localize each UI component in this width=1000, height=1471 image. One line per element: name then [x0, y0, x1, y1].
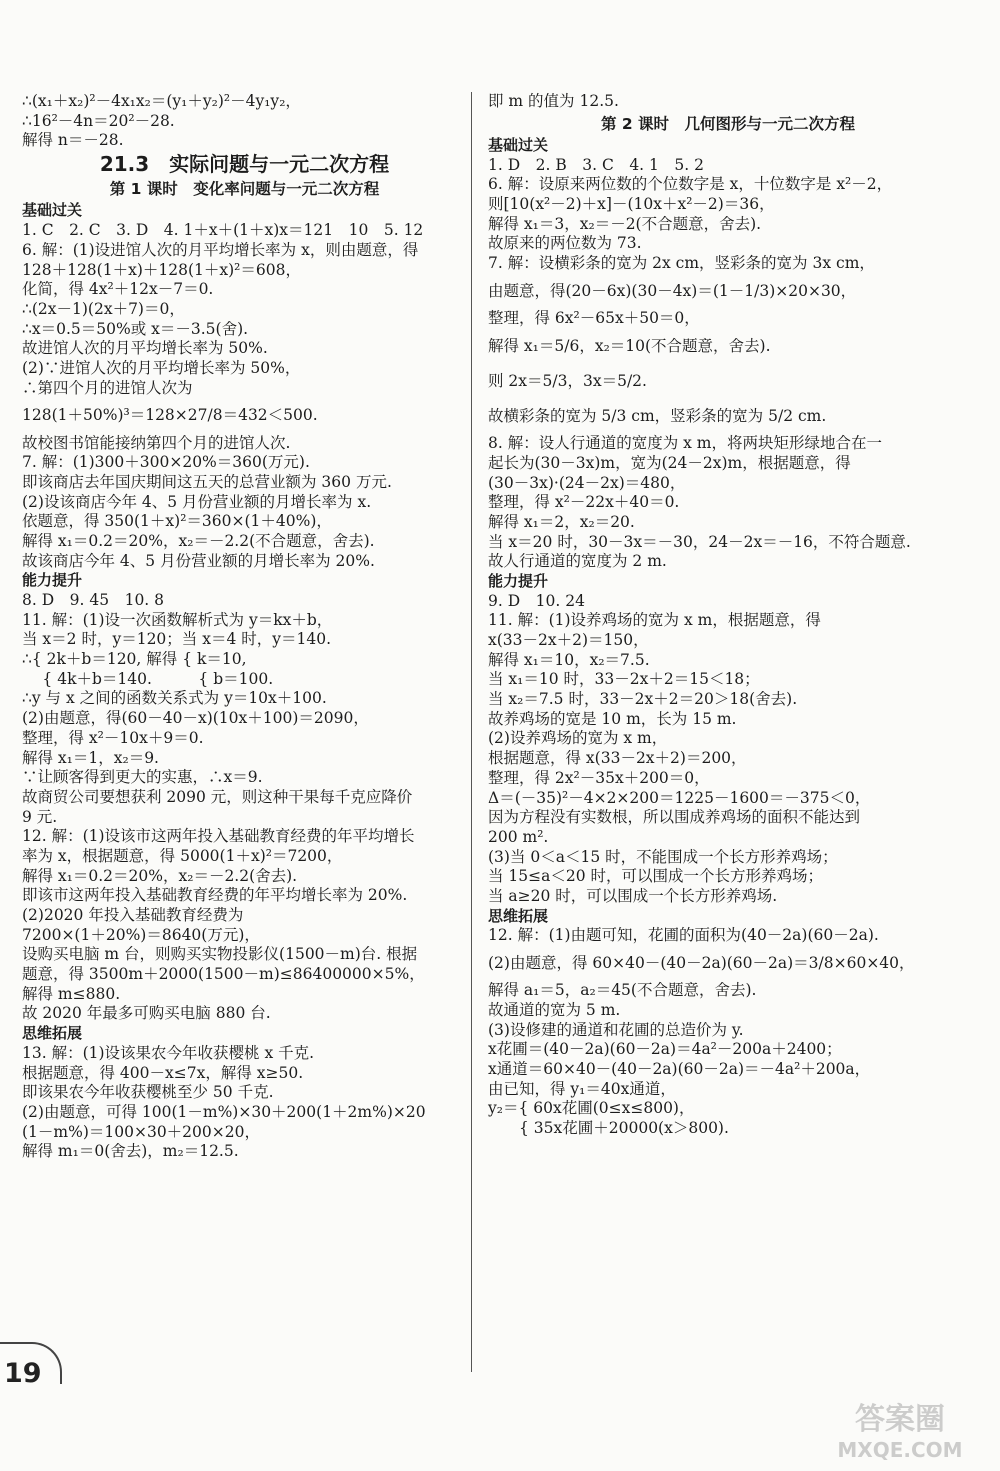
- text-line: 12. 解：(1)由题可知，花圃的面积为(40－2a)(60－2a).: [488, 926, 879, 945]
- text-line: 率为 x，根据题意，得 5000(1＋x)²＝7200，: [22, 846, 343, 865]
- text-line: 6. 解：设原来两位数的个位数字是 x，十位数字是 x²－2，: [488, 175, 893, 194]
- text-line: 解得 x₁＝0.2＝20%，x₂＝－2.2(舍去).: [22, 866, 298, 885]
- text-line: 故原来的两位数为 73.: [488, 234, 642, 253]
- text-line: 故 2020 年最多可购买电脑 880 台.: [22, 1004, 271, 1023]
- text-line: (3)设修建的通道和花圃的总造价为 y.: [488, 1020, 744, 1039]
- text-line: 故人行通道的宽度为 2 m.: [488, 552, 667, 571]
- text-line: Δ＝(－35)²－4×2×200＝1225－1600＝－375＜0，: [488, 788, 871, 807]
- text-line: { 4k＋b＝140. { b＝100.: [22, 669, 274, 688]
- text-line: 解得 a₁＝5，a₂＝45(不合题意，舍去).: [488, 981, 757, 1000]
- watermark-text-bottom: MXQE.COM: [837, 1438, 963, 1462]
- text-line: 故进馆人次的月平均增长率为 50%.: [22, 339, 268, 358]
- text-line: 即该市这两年投入基础教育经费的年平均增长率为 20%.: [22, 886, 408, 905]
- text-line: 起长为(30－3x)m，宽为(24－2x)m，根据题意，得: [488, 453, 851, 472]
- text-line: (3)当 0＜a＜15 时，不能围成一个长方形养鸡场；: [488, 847, 838, 866]
- text-line: 由已知，得 y₁＝40x通道，: [488, 1079, 676, 1098]
- lesson-title: 第 1 课时 变化率问题与一元二次方程: [109, 180, 380, 199]
- text-line: 解得 x₁＝10，x₂＝7.5.: [488, 650, 650, 669]
- left-column: [22, 92, 467, 1162]
- text-line: ∴(x₁＋x₂)²－4x₁x₂＝(y₁＋y₂)²－4y₁y₂，: [22, 92, 301, 110]
- text-line: (2)由题意，得 60×40－(40－2a)(60－2a)＝3/8×60×40，: [488, 954, 915, 972]
- text-line: 即该果农今年收获樱桃至少 50 千克.: [22, 1083, 274, 1102]
- text-line: ∴x＝0.5＝50%或 x＝－3.5(舍).: [22, 319, 249, 338]
- text-line: (30－3x)·(24－2x)＝480，: [488, 473, 686, 492]
- text-line: 故通道的宽为 5 m.: [488, 1000, 621, 1019]
- right-column: [488, 92, 968, 1139]
- subsection-heading: 基础过关: [22, 201, 83, 220]
- text-line: 8. D 9. 45 10. 8: [22, 591, 165, 609]
- text-line: (2)∵进馆人次的月平均增长率为 50%，: [22, 358, 301, 377]
- text-line: 200 m².: [488, 827, 549, 846]
- text-line: 整理，得 x²－10x＋9＝0.: [22, 728, 204, 747]
- text-line: 解得 x₁＝0.2＝20%，x₂＝－2.2(不合题意，舍去).: [22, 531, 375, 550]
- text-line: (2)设该商店今年 4、5 月份营业额的月增长率为 x.: [22, 492, 372, 511]
- text-line: 题意，得 3500m＋2000(1500－m)≤86400000×5%，: [22, 965, 425, 984]
- text-line: ∴16²－4n＝20²－28.: [22, 111, 175, 130]
- text-line: x通道＝60×40－(40－2a)(60－2a)＝－4a²＋200a，: [488, 1059, 871, 1078]
- text-line: (2)设养鸡场的宽为 x m，: [488, 729, 668, 748]
- text-line: 整理，得 6x²－65x＋50＝0，: [488, 308, 700, 327]
- text-line: 解得 x₁＝3，x₂＝－2(不合题意，舍去).: [488, 214, 762, 233]
- text-line: x花圃＝(40－2a)(60－2a)＝4a²－200a＋2400；: [488, 1040, 842, 1059]
- text-line: 12. 解：(1)设该市这两年投入基础教育经费的年平均增长: [22, 827, 415, 846]
- text-line: 解得 x₁＝5/6，x₂＝10(不合题意，舍去).: [488, 336, 771, 355]
- text-line: 6. 解：(1)设进馆人次的月平均增长率为 x，则由题意，得: [22, 240, 419, 259]
- text-line: 1. C 2. C 3. D 4. 1＋x＋(1＋x)x＝121 10 5. 12: [22, 221, 424, 240]
- subsection-heading: 能力提升: [22, 571, 83, 590]
- text-line: 当 15≤a＜20 时，可以围成一个长方形养鸡场；: [488, 867, 824, 886]
- text-line: 根据题意，得 x(33－2x＋2)＝200，: [488, 749, 747, 768]
- section-title: 21.3 实际问题与一元二次方程: [99, 152, 390, 177]
- text-line: 则[10(x²－2)＋x]－(10x＋x²－2)＝36，: [488, 194, 775, 213]
- text-line: 128＋128(1＋x)＋128(1＋x)²＝608，: [22, 260, 301, 279]
- watermark-logo: [810, 1395, 990, 1465]
- text-line: 依题意，得 350(1＋x)²＝360×(1＋40%)，: [22, 512, 332, 531]
- text-line: 9 元.: [22, 807, 58, 826]
- text-line: 7. 解：设横彩条的宽为 2x cm，竖彩条的宽为 3x cm，: [488, 254, 875, 272]
- text-line: 由题意，得(20－6x)(30－4x)＝(1－1/3)×20×30，: [488, 281, 857, 300]
- text-line: x(33－2x＋2)＝150，: [488, 631, 649, 649]
- page-number: 19: [4, 1358, 42, 1389]
- text-line: ∴第四个月的进馆人次为: [22, 378, 193, 397]
- text-line: y₂＝{ 60x花圃(0≤x≤800)，: [488, 1099, 695, 1118]
- text-line: 解得 m≤880.: [22, 984, 121, 1003]
- text-line: ∵让顾客得到更大的实惠，∴x＝9.: [22, 768, 263, 787]
- text-line: 13. 解：(1)设该果农今年收获樱桃 x 千克.: [22, 1043, 315, 1062]
- text-line: 当 x＝20 时，30－3x＝－30，24－2x＝－16，不符合题意.: [488, 532, 911, 551]
- text-line: 故校图书馆能接纳第四个月的进馆人次.: [22, 433, 291, 452]
- text-line: { 35x花圃＋20000(x＞800).: [488, 1119, 729, 1137]
- lesson-title: 第 2 课时 几何图形与一元二次方程: [600, 114, 856, 133]
- subsection-heading: 思维拓展: [488, 906, 549, 925]
- text-line: 1. D 2. B 3. C 4. 1 5. 2: [488, 155, 704, 174]
- text-line: 解得 x₁＝1，x₂＝9.: [22, 748, 159, 767]
- text-line: ∴y 与 x 之间的函数关系式为 y＝10x＋100.: [22, 689, 327, 708]
- text-line: 因为方程没有实数根，所以围成养鸡场的面积不能达到: [488, 808, 861, 827]
- text-line: 当 x₂＝7.5 时，33－2x＋2＝20＞18(舍去).: [488, 690, 798, 709]
- text-line: 8. 解：设人行通道的宽度为 x m，将两块矩形绿地合在一: [488, 434, 883, 453]
- text-line: 故养鸡场的宽是 10 m，长为 15 m.: [488, 709, 737, 728]
- text-line: 7200×(1＋20%)＝8640(万元)，: [22, 925, 260, 944]
- text-line: 11. 解：(1)设养鸡场的宽为 x m，根据题意，得: [488, 611, 821, 630]
- text-line: ∴{ 2k＋b＝120, 解得 { k＝10,: [22, 650, 247, 669]
- text-line: 设购买电脑 m 台，则购买实物投影仪(1500－m)台. 根据: [22, 945, 418, 964]
- text-line: 则 2x＝5/3，3x＝5/2.: [488, 371, 647, 390]
- text-line: 当 a≥20 时，可以围成一个长方形养鸡场.: [488, 886, 778, 905]
- text-line: (2)由题意，得(60－40－x)(10x＋100)＝2090，: [22, 709, 369, 728]
- text-line: 9. D 10. 24: [488, 591, 585, 610]
- text-line: 当 x₁＝10 时，33－2x＋2＝15＜18；: [488, 670, 760, 689]
- text-line: 故横彩条的宽为 5/3 cm，竖彩条的宽为 5/2 cm.: [488, 406, 827, 425]
- subsection-heading: 基础过关: [488, 135, 549, 154]
- text-line: 即该商店去年国庆期间这五天的总营业额为 360 万元.: [22, 472, 392, 491]
- text-line: 解得 n＝－28.: [22, 131, 124, 150]
- text-line: 11. 解：(1)设一次函数解析式为 y＝kx＋b，: [22, 610, 333, 629]
- watermark-text-top: 答案圈: [855, 1402, 945, 1437]
- subsection-heading: 思维拓展: [22, 1024, 83, 1043]
- text-line: 整理，得 x²－22x＋40＝0.: [488, 493, 680, 512]
- subsection-heading: 能力提升: [488, 571, 549, 590]
- text-line: 解得 x₁＝2，x₂＝20.: [488, 512, 635, 531]
- text-line: 化简，得 4x²＋12x－7＝0.: [22, 280, 214, 299]
- text-line: 7. 解：(1)300＋300×20%＝360(万元).: [22, 453, 310, 472]
- text-line: 解得 m₁＝0(舍去)，m₂＝12.5.: [22, 1142, 239, 1161]
- text-line: 故该商店今年 4、5 月份营业额的月增长率为 20%.: [22, 551, 375, 570]
- text-line: ∴(2x－1)(2x＋7)＝0，: [22, 299, 185, 318]
- text-line: 128(1＋50%)³＝128×27/8＝432＜500.: [22, 406, 318, 425]
- column-divider: [471, 92, 472, 1372]
- text-line: 当 x＝2 时，y＝120；当 x＝4 时，y＝140.: [22, 630, 332, 649]
- text-line: (2)2020 年投入基础教育经费为: [22, 906, 244, 924]
- text-line: 整理，得 2x²－35x＋200＝0，: [488, 768, 710, 787]
- text-line: 故商贸公司要想获利 2090 元，则这种干果每千克应降价: [22, 787, 413, 806]
- text-line: (1－m%)＝100×30＋200×20，: [22, 1122, 260, 1141]
- text-line: 即 m 的值为 12.5.: [488, 92, 619, 110]
- text-line: 根据题意，得 400－x≤7x，解得 x≥50.: [22, 1063, 304, 1082]
- text-line: (2)由题意，可得 100(1－m%)×30＋200(1＋2m%)×20: [22, 1102, 426, 1121]
